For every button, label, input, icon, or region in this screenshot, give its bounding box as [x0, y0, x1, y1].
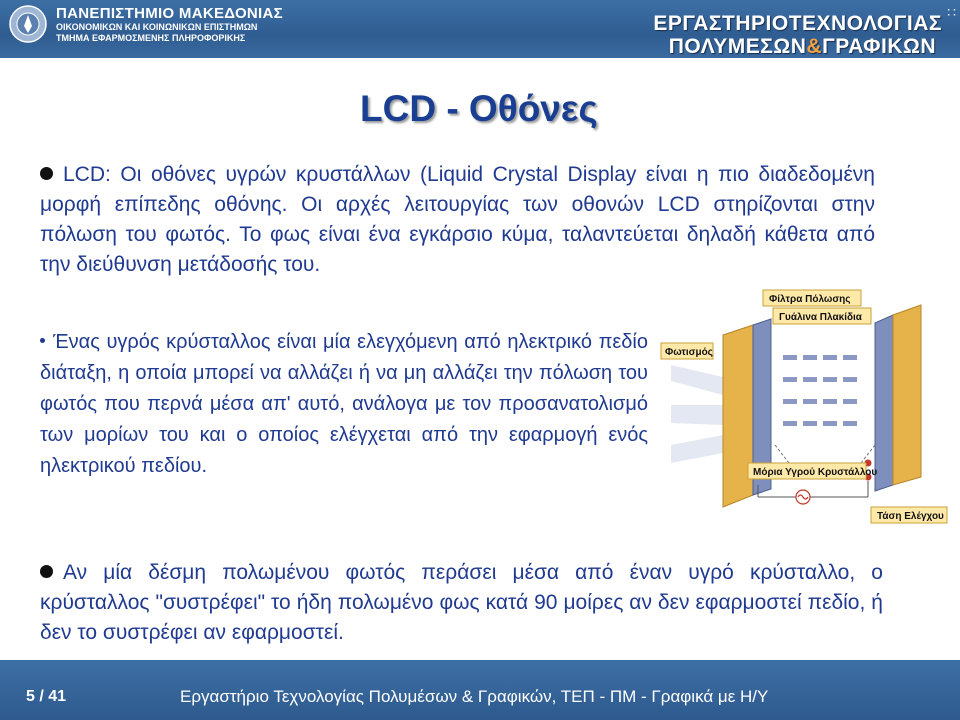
lcd-structure-diagram — [653, 285, 953, 533]
university-seal-logo — [8, 4, 48, 44]
lab-name-ampersand: & — [806, 35, 823, 58]
university-block — [56, 5, 283, 44]
university-name: ΠΑΝΕΠΙΣΤΗΜΙΟ ΜΑΚΕΔΟΝΙΑΣ — [56, 5, 283, 22]
paragraph-liquid-crystal-text: Ένας υγρός κρύσταλλος είναι μία ελεγχόμενη από ηλεκτρικό πεδίο διάταξη, η οποία μπορεί να αλλάζει ή να μη αλλάζει την πόλωση του φωτός που περνά μέσα απ' αυτό, ανάλογα με τον προσανατολισμό των μορίων του και ο οποίος ελέγχεται από την εφαρμογή ενός ηλεκτρικού πεδίου. — [40, 331, 648, 477]
paragraph-polarized-light-text: Αν μία δέσμη πολωμένου φωτός περάσει μέσα από έναν υγρό κρύσταλλο, ο κρύσταλλος "συστρέφει" το ήδη πολωμένο φως κατά 90 μοίρες αν δεν εφαρμοστεί πεδίο, ή δεν το συστρέφει αν εφαρμοστεί. — [40, 561, 883, 644]
faculty-line: ΟΙΚΟΝΟΜΙΚΩΝ ΚΑΙ ΚΟΙΝΩΝΙΚΩΝ ΕΠΙΣΤΗΜΩΝ — [56, 22, 258, 32]
label-polarizer-filters: Φίλτρα Πόλωσης — [769, 294, 851, 305]
header-bar — [0, 0, 960, 58]
department-line: ΤΜΗΜΑ ΕΦΑΡΜΟΣΜΕΝΗΣ ΠΛΗΡΟΦΟΡΙΚΗΣ — [56, 33, 246, 43]
lab-name-line1: ΕΡΓΑΣΤΗΡΙΟΤΕΧΝΟΛΟΓΙΑΣ — [653, 12, 942, 35]
lcd-diagram-svg — [653, 285, 953, 533]
paragraph-liquid-crystal — [40, 327, 648, 482]
slide-title: LCD - Οθόνες — [360, 88, 598, 129]
sub-bullet-icon — [40, 338, 45, 343]
bullet-icon — [40, 167, 53, 180]
backlight-beams — [671, 365, 723, 463]
page-number: 5 / 41 — [26, 688, 67, 705]
lab-logo — [642, 12, 942, 58]
footer-bar — [0, 660, 960, 720]
lab-name-multimedia: ΠΟΛΥΜΕΣΩΝ — [668, 35, 807, 58]
paragraph-lcd-intro-text: LCD: Οι οθόνες υγρών κρυστάλλων (Liquid Crystal Display είναι η πιο διαδεδομένη μορφή επίπεδης οθόνης. Οι αρχές λειτουργίας των οθονών LCD στηρίζονται στην πόλωση του φωτός. Το φως είναι ένα εγκάρσιο κύμα, ταλαντεύεται δηλαδή κάθετα από την διεύθυνση μετάδοσής του. — [40, 163, 875, 276]
label-control-voltage: Τάση Ελέγχου — [877, 511, 944, 522]
voltage-source-icon — [796, 490, 810, 504]
lab-name-graphics: ΓΡΑΦΙΚΩΝ — [822, 35, 936, 58]
paragraph-lcd-intro — [40, 160, 875, 280]
bullet-icon — [40, 565, 53, 578]
decorative-dots: ∷ — [947, 4, 956, 20]
label-glass-plates: Γυάλινα Πλακίδια — [779, 312, 862, 323]
footer-caption: Εργαστήριο Τεχνολογίας Πολυμέσων & Γραφικών, ΤΕΠ - ΠΜ - Γραφικά με Η/Υ — [180, 687, 769, 706]
lab-name-line2 — [642, 35, 936, 58]
label-liquid-crystal-molecules: Μόρια Υγρού Κρυστάλλου — [753, 467, 878, 478]
paragraph-polarized-light — [40, 558, 883, 648]
label-lighting: Φωτισμός — [665, 347, 713, 358]
